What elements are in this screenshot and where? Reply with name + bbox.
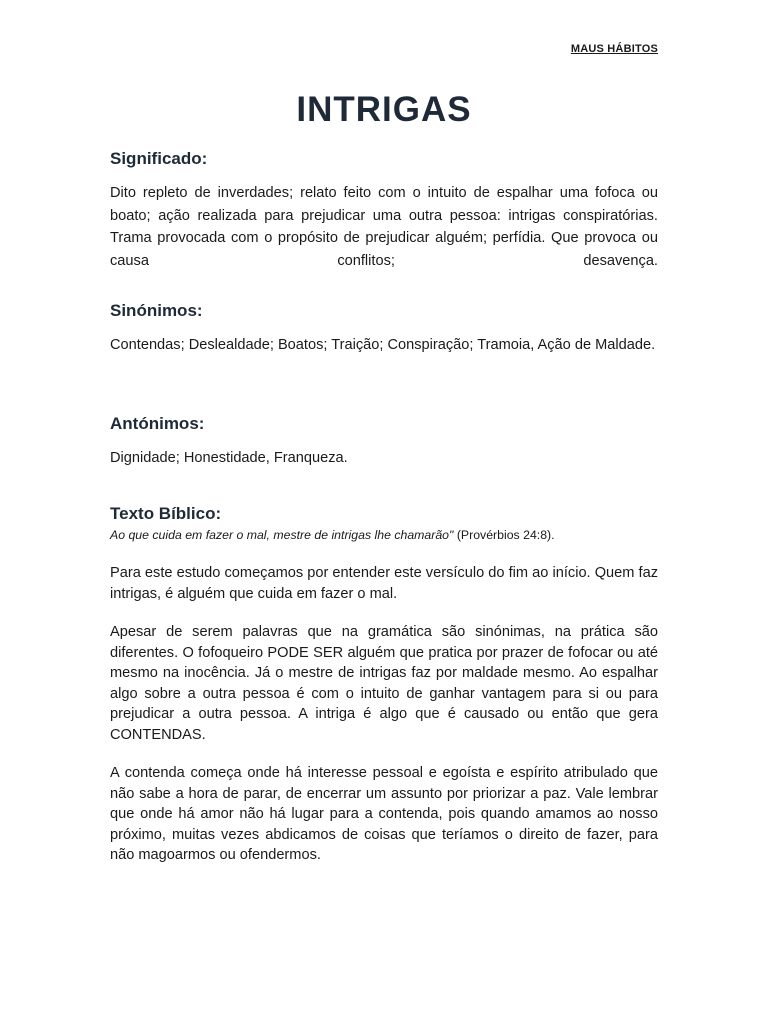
heading-texto-biblico: Texto Bíblico:	[110, 504, 222, 523]
heading-antonimos: Antónimos:	[110, 414, 205, 433]
heading-sinonimos: Sinónimos:	[110, 301, 203, 320]
body-paragraph-2: Apesar de serem palavras que na gramática são sinónimas, na prática são diferentes. O fofoqueiro PODE SER alguém que pratica por prazer de fofocar ou até mesmo na inocência. Já o mestre de intrigas faz por maldade mesmo. Ao espalhar algo sobre a outra pessoa é com o intuito de ganhar vantagem para si ou para prejudicar a outra pessoa. A intriga é algo que é causado ou então que gera CONTENDAS.	[110, 624, 658, 743]
sinonimos-text: Contendas; Deslealdade; Boatos; Traição; Conspiração; Tramoia, Ação de Maldade.	[110, 337, 656, 353]
significado-text: Dito repleto de inverdades; relato feito com o intuito de espalhar uma fofoca ou boato; ação realizada para prejudicar uma outra pessoa: intrigas conspiratórias. Trama provocada com o propósito de prejudicar alguém; perfídia. Que provoca ou causa conflitos; desavença.	[110, 185, 658, 269]
bible-quote-text: Ao que cuida em fazer o mal, mestre de intrigas lhe chamarão"	[110, 528, 454, 542]
heading-significado: Significado:	[110, 149, 208, 168]
antonimos-text: Dignidade; Honestidade, Franqueza.	[110, 450, 348, 466]
header-tag: MAUS HÁBITOS	[570, 43, 658, 55]
body-paragraph-3: A contenda começa onde há interesse pessoal e egoísta e espírito atribulado que não sabe a hora de parar, de encerrar um assunto por priorizar a paz. Vale lembrar que onde há amor não há lugar para a contenda, pois quando amamos ao nosso próximo, muitas vezes abdicamos de coisas que teríamos o direito de fazer, para não magoarmos ou ofendermos.	[110, 765, 658, 864]
bible-reference: (Provérbios 24:8).	[456, 528, 555, 542]
body-paragraph-1: Para este estudo começamos por entender este versículo do fim ao início. Quem faz intrigas, é alguém que cuida em fazer o mal.	[110, 565, 658, 602]
page-title: INTRIGAS	[296, 90, 472, 129]
bible-quote	[110, 528, 555, 542]
